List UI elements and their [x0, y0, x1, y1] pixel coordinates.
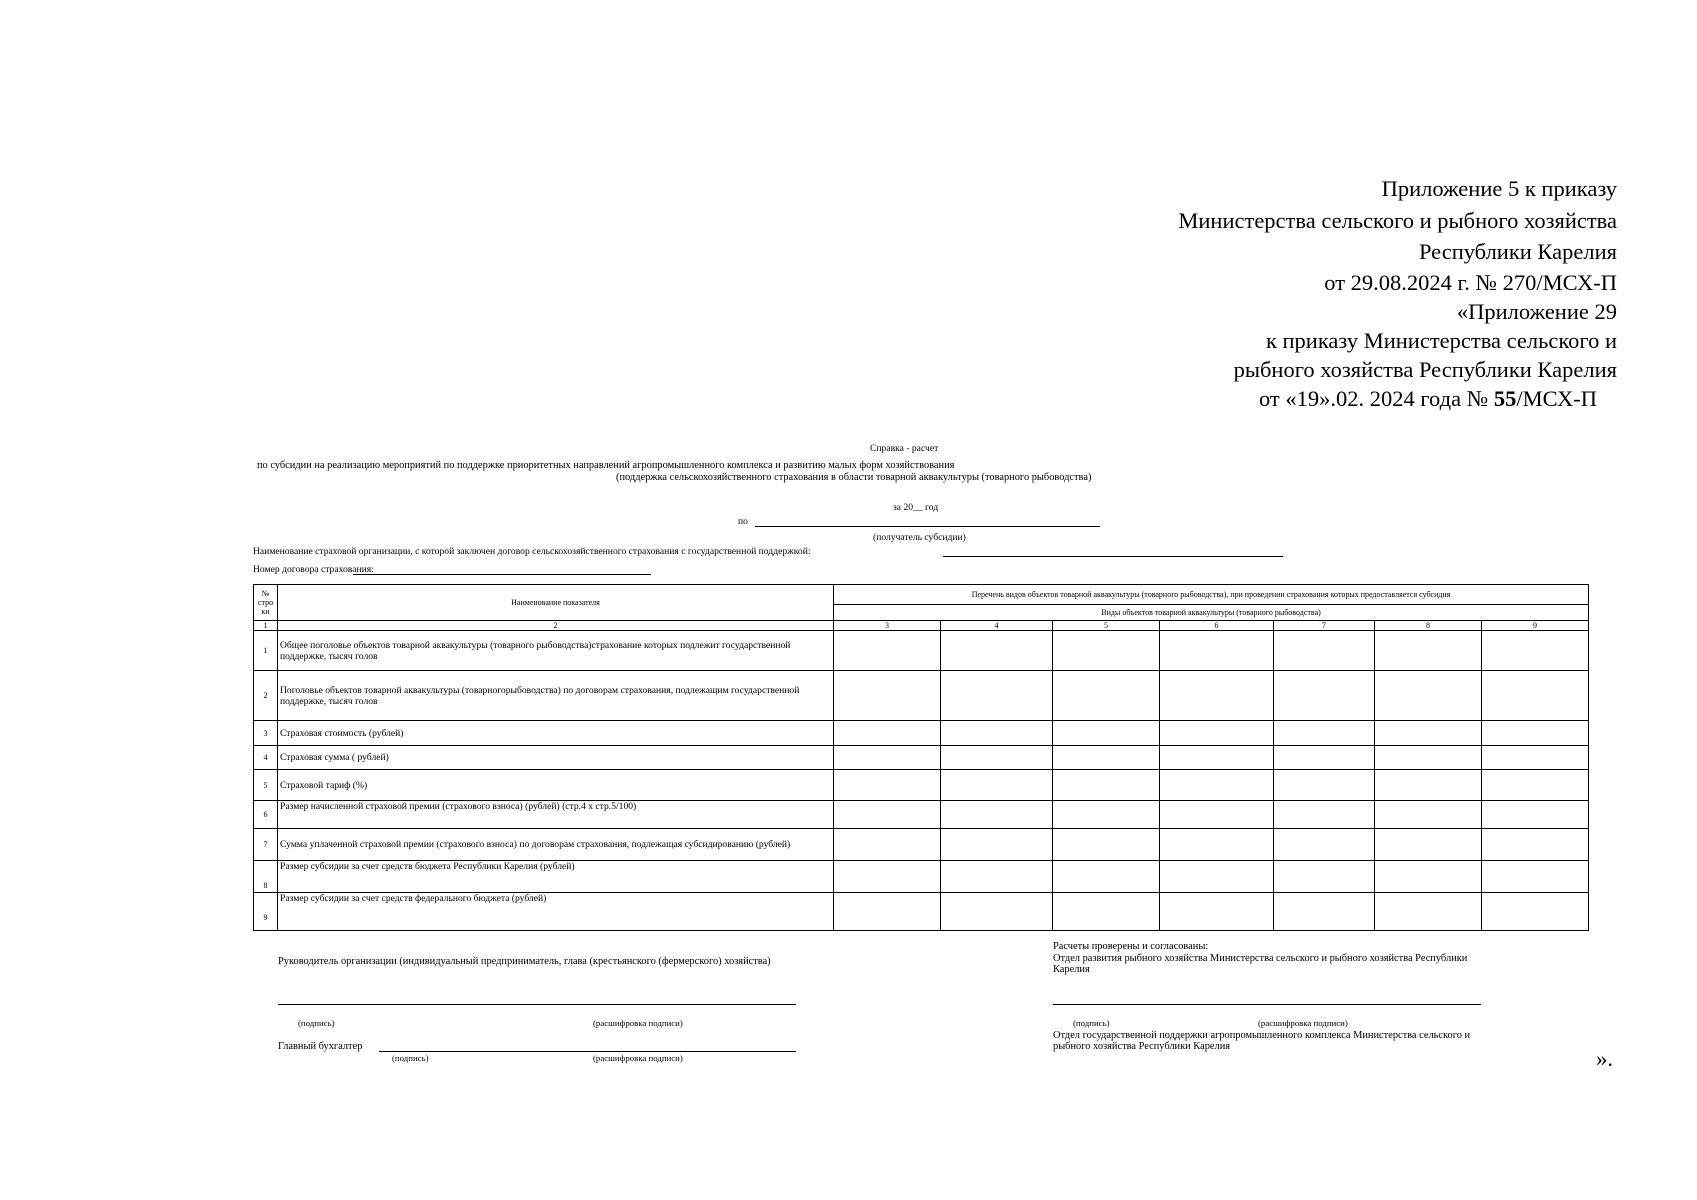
- col-number: 8: [1375, 621, 1482, 631]
- col-number: 2: [278, 621, 834, 631]
- table-row: [254, 829, 1589, 861]
- value-cell[interactable]: [1053, 770, 1160, 801]
- value-cell[interactable]: [1274, 893, 1375, 931]
- table-row: [254, 893, 1589, 931]
- accountant-signature-line[interactable]: [379, 1051, 796, 1052]
- row-number: 6: [254, 801, 278, 829]
- header-line-6: к приказу Министерства сельского и: [1265, 327, 1617, 353]
- table-row: [254, 801, 1589, 829]
- value-cell[interactable]: [1160, 671, 1274, 721]
- value-cell[interactable]: [941, 829, 1053, 861]
- header-line-3: Республики Карелия: [1418, 239, 1617, 264]
- row-number: 1: [254, 631, 278, 671]
- row-indicator: Страховая стоимость (рублей): [278, 721, 834, 746]
- insurer-line: [943, 556, 1283, 557]
- row-indicator: Размер начисленной страховой премии (страхового взноса) (рублей) (стр.4 х стр.5/100): [278, 801, 834, 829]
- value-cell[interactable]: [1274, 829, 1375, 861]
- value-cell[interactable]: [1053, 746, 1160, 770]
- col-indicator-header: Наименование показателя: [278, 585, 834, 621]
- value-cell[interactable]: [1274, 861, 1375, 893]
- value-cell[interactable]: [1375, 746, 1482, 770]
- row-indicator: Размер субсидии за счет средств федерального бюджета (рублей): [278, 893, 834, 931]
- value-cell[interactable]: [1053, 801, 1160, 829]
- value-cell[interactable]: [1274, 631, 1375, 671]
- row-indicator: Страховой тариф (%): [278, 770, 834, 801]
- dept1-signature-line[interactable]: [1053, 1004, 1481, 1005]
- table-row: [254, 861, 1589, 893]
- row-indicator: Сумма уплаченной страховой премии (страхового взноса) по договорам страхования, подлежащая субсидированию (рублей): [278, 829, 834, 861]
- col-number: 9: [1482, 621, 1589, 631]
- value-cell[interactable]: [941, 893, 1053, 931]
- value-cell[interactable]: [834, 671, 941, 721]
- value-cell[interactable]: [1375, 770, 1482, 801]
- value-cell[interactable]: [941, 671, 1053, 721]
- value-cell[interactable]: [1482, 861, 1589, 893]
- col-number: 7: [1274, 621, 1375, 631]
- row-number: 7: [254, 829, 278, 861]
- types-header: Виды объектов товарной аквакультуры (товарного рыбоводства): [834, 605, 1589, 621]
- calculation-table: [253, 584, 1589, 931]
- contract-line: [353, 574, 651, 575]
- value-cell[interactable]: [1053, 829, 1160, 861]
- value-cell[interactable]: [1160, 770, 1274, 801]
- header-line-8-number: 55: [1493, 385, 1517, 411]
- header-line-1: Приложение 5 к приказу: [1381, 176, 1617, 201]
- value-cell[interactable]: [1160, 893, 1274, 931]
- form-subtitle-2: (поддержка сельскохозяйственного страхования в области товарной аквакультуры (товарного рыбоводства): [616, 472, 1092, 483]
- value-cell[interactable]: [1375, 861, 1482, 893]
- recipient-caption: (получатель субсидии): [873, 532, 966, 543]
- form-subtitle: по субсидии на реализацию мероприятий по поддержке приоритетных направлений агропромышленного комплекса и развитию малых форм хозяйствования: [257, 460, 955, 471]
- accountant-decoding-caption: (расшифровка подписи): [593, 1053, 683, 1063]
- header-line-4: от 29.08.2024 г. № 270/МСХ-П: [1324, 269, 1617, 295]
- value-cell[interactable]: [1375, 721, 1482, 746]
- col-number: 5: [1053, 621, 1160, 631]
- row-indicator: Поголовье объектов товарной аквакультуры (товарногорыбоводства) по договорам страхования, подлежащим государственной поддержке, тысяч голов: [278, 671, 834, 721]
- value-cell[interactable]: [1053, 721, 1160, 746]
- header-line-2: Министерства сельского и рыбного хозяйства: [1178, 207, 1617, 233]
- value-cell[interactable]: [1160, 861, 1274, 893]
- row-number: 5: [254, 770, 278, 801]
- row-number: 9: [254, 893, 278, 931]
- column-numbers-row: [254, 621, 1589, 631]
- value-cell[interactable]: [1160, 801, 1274, 829]
- head-signature-caption: (подпись): [298, 1018, 335, 1028]
- value-cell[interactable]: [1482, 770, 1589, 801]
- head-label-text: Руководитель организации (индивидуальный предприниматель, глава (крестьянского (фермерского) хозяйства): [278, 956, 771, 967]
- value-cell[interactable]: [1482, 671, 1589, 721]
- table-row: [254, 770, 1589, 801]
- row-indicator: Размер субсидии за счет средств бюджета Республики Карелия (рублей): [278, 861, 834, 893]
- value-cell[interactable]: [834, 893, 941, 931]
- value-cell[interactable]: [941, 861, 1053, 893]
- value-cell[interactable]: [941, 721, 1053, 746]
- head-decoding-caption: (расшифровка подписи): [593, 1018, 683, 1028]
- head-label: [278, 956, 798, 967]
- col-number: 6: [1160, 621, 1274, 631]
- value-cell[interactable]: [1053, 861, 1160, 893]
- value-cell[interactable]: [941, 770, 1053, 801]
- contract-label: Номер договора страхования:: [253, 564, 374, 575]
- recipient-line: [755, 526, 1100, 527]
- header-line-8: [917, 384, 1597, 413]
- form-title: Справка - расчет: [870, 443, 939, 454]
- value-cell[interactable]: [1274, 671, 1375, 721]
- insurer-label: Наименование страховой организации, с которой заключен договор сельскохозяйственного страхования с государственной поддержкой:: [253, 546, 811, 557]
- value-cell[interactable]: [1274, 801, 1375, 829]
- row-number: 4: [254, 746, 278, 770]
- row-number: 2: [254, 671, 278, 721]
- accountant-label: Главный бухгалтер: [278, 1041, 363, 1052]
- value-cell[interactable]: [1160, 746, 1274, 770]
- value-cell[interactable]: [1375, 893, 1482, 931]
- value-cell[interactable]: [834, 861, 941, 893]
- objects-header: Перечень видов объектов товарной аквакультуры (товарного рыбоводства), при проведении страхования которых предоставляется субсидия: [834, 585, 1589, 605]
- table-row: [254, 631, 1589, 671]
- value-cell[interactable]: [834, 721, 941, 746]
- value-cell[interactable]: [1274, 770, 1375, 801]
- value-cell[interactable]: [941, 801, 1053, 829]
- dept1-label: Отдел развития рыбного хозяйства Министерства сельского и рыбного хозяйства Республики Карелия: [1053, 953, 1468, 975]
- row-indicator: Общее поголовье объектов товарной аквакультуры (товарного рыбоводства)страхование которых подлежит государственной поддержке, тысяч голов: [278, 631, 834, 671]
- table-row: [254, 671, 1589, 721]
- value-cell[interactable]: [1375, 671, 1482, 721]
- closing-quote: ».: [1596, 1046, 1613, 1071]
- value-cell[interactable]: [1274, 746, 1375, 770]
- checked-label: Расчеты проверены и согласованы:: [1053, 941, 1209, 952]
- value-cell[interactable]: [1375, 829, 1482, 861]
- header-line-5: «Приложение 29: [1456, 298, 1617, 324]
- value-cell[interactable]: [1482, 631, 1589, 671]
- dept1-decoding-caption: (расшифровка подписи): [1258, 1018, 1348, 1028]
- value-cell[interactable]: [834, 770, 941, 801]
- value-cell[interactable]: [1482, 721, 1589, 746]
- value-cell[interactable]: [1160, 631, 1274, 671]
- value-cell[interactable]: [1053, 893, 1160, 931]
- value-cell[interactable]: [834, 631, 941, 671]
- header-line-8-prefix: от «19».02. 2024 года №: [1258, 385, 1494, 411]
- col-number: 1: [254, 621, 278, 631]
- col-number: 3: [834, 621, 941, 631]
- header-line-8-suffix: /МСХ-П: [1516, 385, 1597, 411]
- value-cell[interactable]: [1274, 721, 1375, 746]
- value-cell[interactable]: [834, 746, 941, 770]
- value-cell[interactable]: [1375, 631, 1482, 671]
- row-number: 8: [254, 861, 278, 893]
- value-cell[interactable]: [941, 746, 1053, 770]
- form-period: за 20__ год: [893, 502, 939, 513]
- value-cell[interactable]: [1053, 671, 1160, 721]
- row-number: 3: [254, 721, 278, 746]
- value-cell[interactable]: [1482, 746, 1589, 770]
- value-cell[interactable]: [1160, 721, 1274, 746]
- value-cell[interactable]: [834, 801, 941, 829]
- value-cell[interactable]: [1160, 829, 1274, 861]
- row-indicator: Страховая сумма ( рублей): [278, 746, 834, 770]
- col-no-header: № стро ки: [254, 585, 278, 621]
- value-cell[interactable]: [1482, 829, 1589, 861]
- value-cell[interactable]: [1053, 631, 1160, 671]
- table-row: [254, 746, 1589, 770]
- accountant-signature-caption: (подпись): [392, 1053, 429, 1063]
- col-number: 4: [941, 621, 1053, 631]
- header-line-7: рыбного хозяйства Республики Карелия: [1233, 356, 1617, 382]
- order-header: [917, 173, 1617, 413]
- value-cell[interactable]: [1375, 801, 1482, 829]
- head-signature-line[interactable]: [278, 1004, 796, 1005]
- po-label: по: [738, 516, 748, 527]
- dept2-label: Отдел государственной поддержки агропромышленного комплекса Министерства сельского и рыбного хозяйства Республики Карелия: [1053, 1030, 1471, 1052]
- table-row: [254, 721, 1589, 746]
- value-cell[interactable]: [1482, 893, 1589, 931]
- value-cell[interactable]: [1482, 801, 1589, 829]
- dept1-signature-caption: (подпись): [1073, 1018, 1110, 1028]
- value-cell[interactable]: [941, 631, 1053, 671]
- value-cell[interactable]: [834, 829, 941, 861]
